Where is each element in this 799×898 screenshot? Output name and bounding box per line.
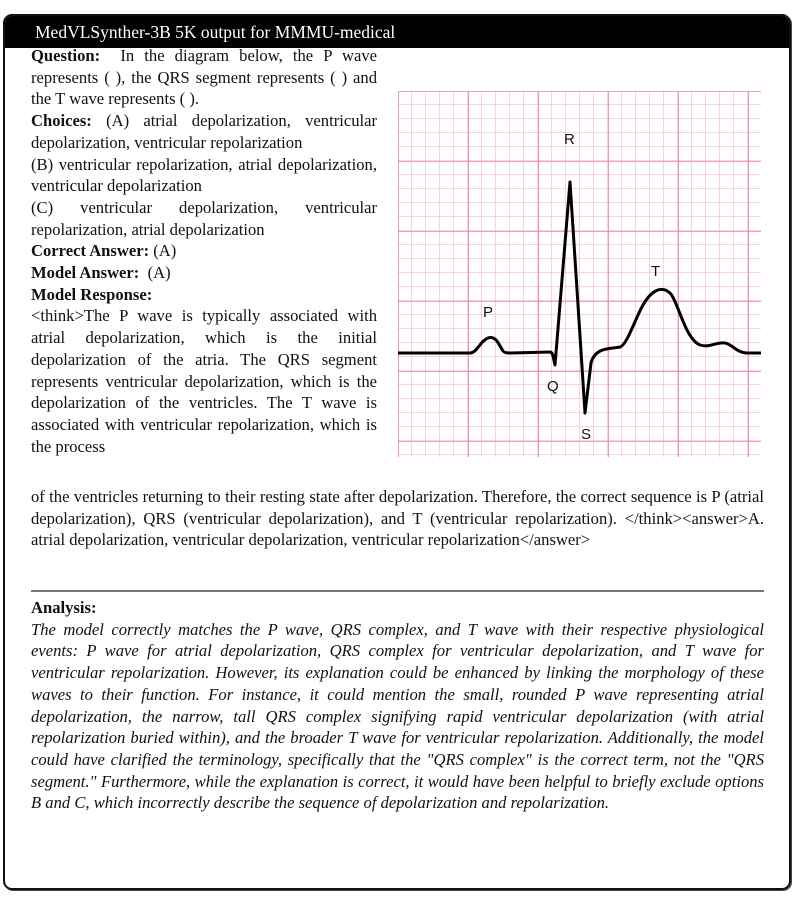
choices <box>31 110 377 153</box>
question <box>31 45 377 110</box>
correct-answer-value: (A) <box>153 241 177 261</box>
choice-a: (A) atrial depolarization, ventricular depolarization, ventricular repolarization <box>31 111 377 152</box>
model-response-label: Model Response: <box>31 284 153 304</box>
label-s: S <box>581 426 592 443</box>
choice-b: (B) ventricular repolarization, atrial depolarization, ventricular depolarization <box>31 154 377 196</box>
analysis-label: Analysis: <box>31 598 97 617</box>
analysis-text: The model correctly matches the P wave, QRS complex, and T wave with their respective physiological events: P wave for atrial depolarization, QRS complex for ventricular depolarization, and T wave for ventricular repolarization. However, its explanation could be enhanced by linking the morphology of these waves to their function. For instance, it could mention the small, rounded P wave representing atrial depolarization, the narrow, tall QRS complex signifying rapid ventricular depolarization (with atrial repolarization buried within), and the broader T wave for ventricular repolarization. Additionally, the model could have clarified the terminology, specifically that the "QRS complex" is the correct term, not the "QRS segment." Furthermore, while the explanation is correct, it would have been helpful to briefly exclude options B and C, which incorrectly describe the sequence of depolarization and repolarization. <box>31 619 764 813</box>
model-response-text-part1: <think>The P wave is typically associated with atrial depolarization, which is the initial depolarization of the atria. The QRS segment represents ventricular depolarization, which is the depolarization of the ventricles. The T wave is associated with ventricular repolarization, which is the process <box>31 306 377 456</box>
card-title: MedVLSynther-3B 5K output for MMMU-medical <box>5 16 789 48</box>
model-response-text-part2: of the ventricles returning to their resting state after depolarization. Therefore, the correct sequence is P (atrial depolarization), QRS (ventricular depolarization), and T (ventricular repolarization). </think><answer>A. atrial depolarization, ventricular depolarization, ventricular repolarization</answer> <box>31 487 764 550</box>
model-answer-label: Model Answer: <box>31 263 140 283</box>
left-column <box>31 45 377 457</box>
label-r: R <box>564 131 575 148</box>
analysis-section <box>31 597 764 814</box>
choices-label: Choices: <box>31 111 92 131</box>
model-response-continuation <box>31 486 764 551</box>
model-response-heading <box>31 284 377 306</box>
label-t: T <box>651 263 661 280</box>
section-divider <box>31 590 764 592</box>
correct-answer <box>31 240 377 262</box>
grid-major <box>398 91 761 457</box>
question-label: Question: <box>31 46 101 65</box>
correct-answer-label: Correct Answer: <box>31 241 150 261</box>
choice-c: (C) ventricular depolarization, ventricular repolarization, atrial depolarization <box>31 197 377 239</box>
model-answer <box>31 262 377 284</box>
question-text: In the diagram below, the P wave represents ( ), the QRS segment represents ( ) and the T wave represents ( ). <box>31 46 378 109</box>
ecg-figure <box>395 77 761 457</box>
model-answer-value: (A) <box>147 263 171 283</box>
label-q: Q <box>547 378 559 395</box>
label-p: P <box>483 304 494 321</box>
